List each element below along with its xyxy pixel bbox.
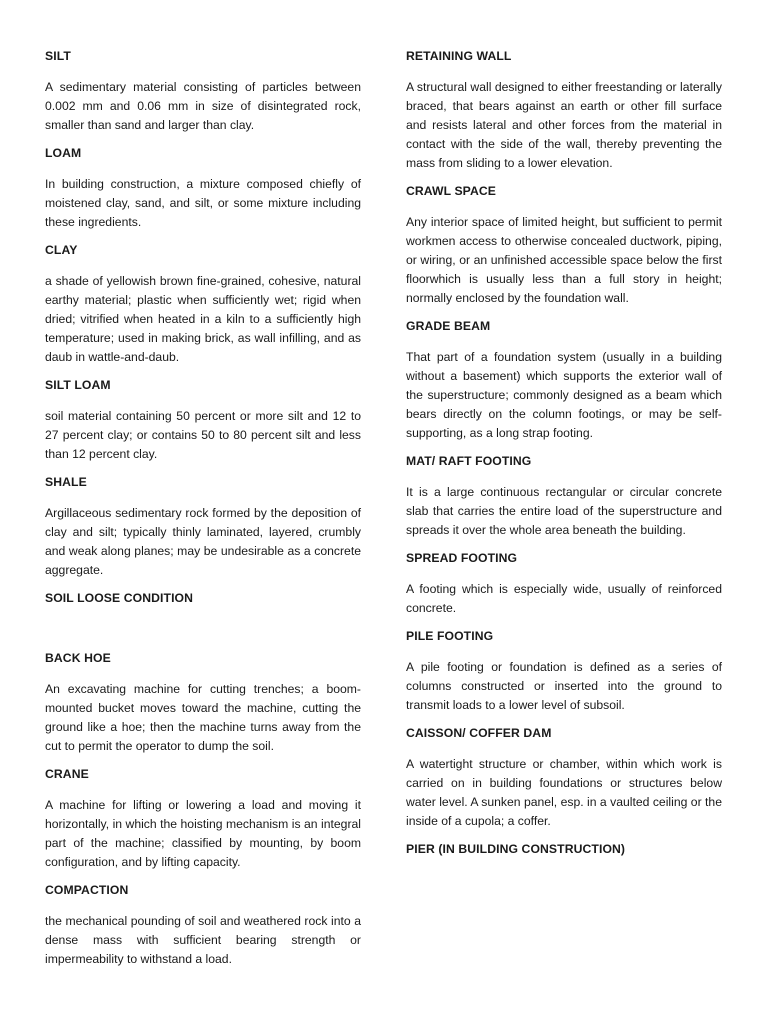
definition-mat-raft-footing: It is a large continuous rectangular or circular concrete slab that carries the entire load of the superstructure and spreads it over the whole area beneath the building. bbox=[406, 485, 722, 537]
term-crawl-space: CRAWL SPACE bbox=[406, 184, 497, 198]
definition-back-hoe: An excavating machine for cutting trenches; a boom-mounted bucket moves toward the machine, cutting the ground like a hoe; then the machine turns away from the cut to permit the operator to dump the soil. bbox=[45, 682, 361, 753]
term-back-hoe: BACK HOE bbox=[45, 651, 111, 665]
definition-grade-beam: That part of a foundation system (usually in a building without a basement) which supports the exterior wall of the superstructure; commonly designed as a beam which bears directly on the column footings, or may be self-supporting, as a long strap footing. bbox=[406, 350, 722, 440]
definition-silt-loam: soil material containing 50 percent or more silt and 12 to 27 percent clay; or contains 50 to 80 percent silt and less than 12 percent clay. bbox=[45, 409, 361, 461]
left-column bbox=[45, 48, 361, 979]
term-pile-footing: PILE FOOTING bbox=[406, 629, 494, 643]
term-pier: PIER (IN BUILDING CONSTRUCTION) bbox=[406, 842, 626, 856]
definition-loam: In building construction, a mixture composed chiefly of moistened clay, sand, and silt, or some mixture including these ingredients. bbox=[45, 177, 361, 229]
definition-pile-footing: A pile footing or foundation is defined as a series of columns constructed or inserted into the ground to transmit loads to a lower level of subsoil. bbox=[406, 660, 722, 712]
blank-space bbox=[45, 620, 361, 650]
term-spread-footing: SPREAD FOOTING bbox=[406, 551, 518, 565]
term-compaction: COMPACTION bbox=[45, 883, 129, 897]
term-shale: SHALE bbox=[45, 475, 87, 489]
right-column bbox=[406, 48, 722, 871]
definition-caisson-coffer-dam: A watertight structure or chamber, within which work is carried on in building foundations or structures below water level. A sunken panel, esp. in a vaulted ceiling or the inside of a cupola; a coffer. bbox=[406, 757, 722, 828]
definition-crane: A machine for lifting or lowering a load and moving it horizontally, in which the hoisting mechanism is an integral part of the machine; classified by mounting, by boom configuration, and by lifting capacity. bbox=[45, 798, 361, 869]
term-grade-beam: GRADE BEAM bbox=[406, 319, 491, 333]
term-silt: SILT bbox=[45, 49, 71, 63]
definition-spread-footing: A footing which is especially wide, usually of reinforced concrete. bbox=[406, 582, 722, 615]
term-caisson-coffer-dam: CAISSON/ COFFER DAM bbox=[406, 726, 552, 740]
definition-clay: a shade of yellowish brown fine-grained, cohesive, natural earthy material; plastic when sufficiently wet; rigid when dried; vitrified when heated in a kiln to a sufficiently high temperature; used in making brick, as wall infilling, and as daub in wattle-and-daub. bbox=[45, 274, 361, 364]
definition-compaction: the mechanical pounding of soil and weathered rock into a dense mass with sufficient bearing strength or impermeability to withstand a load. bbox=[45, 914, 361, 966]
term-loam: LOAM bbox=[45, 146, 82, 160]
term-retaining-wall: RETAINING WALL bbox=[406, 49, 512, 63]
definition-silt: A sedimentary material consisting of particles between 0.002 mm and 0.06 mm in size of disintegrated rock, smaller than sand and larger than clay. bbox=[45, 80, 361, 132]
term-crane: CRANE bbox=[45, 767, 89, 781]
term-mat-raft-footing: MAT/ RAFT FOOTING bbox=[406, 454, 532, 468]
term-silt-loam: SILT LOAM bbox=[45, 378, 111, 392]
term-soil-loose-condition: SOIL LOOSE CONDITION bbox=[45, 591, 194, 605]
definition-retaining-wall: A structural wall designed to either freestanding or laterally braced, that bears against an earth or other fill surface and resists lateral and other forces from the material in contact with the side of the wall, thereby preventing the mass from sliding to a lower elevation. bbox=[406, 80, 722, 170]
definition-crawl-space: Any interior space of limited height, but sufficient to permit workmen access to otherwise concealed ductwork, piping, or wiring, or an unfinished accessible space below the first floorwhich is usually less than a full story in height; normally enclosed by the foundation wall. bbox=[406, 215, 722, 305]
term-clay: CLAY bbox=[45, 243, 78, 257]
definition-shale: Argillaceous sedimentary rock formed by the deposition of clay and silt; typically thinly laminated, layered, crumbly and weak along planes; may be undesirable as a concrete aggregate. bbox=[45, 506, 361, 577]
